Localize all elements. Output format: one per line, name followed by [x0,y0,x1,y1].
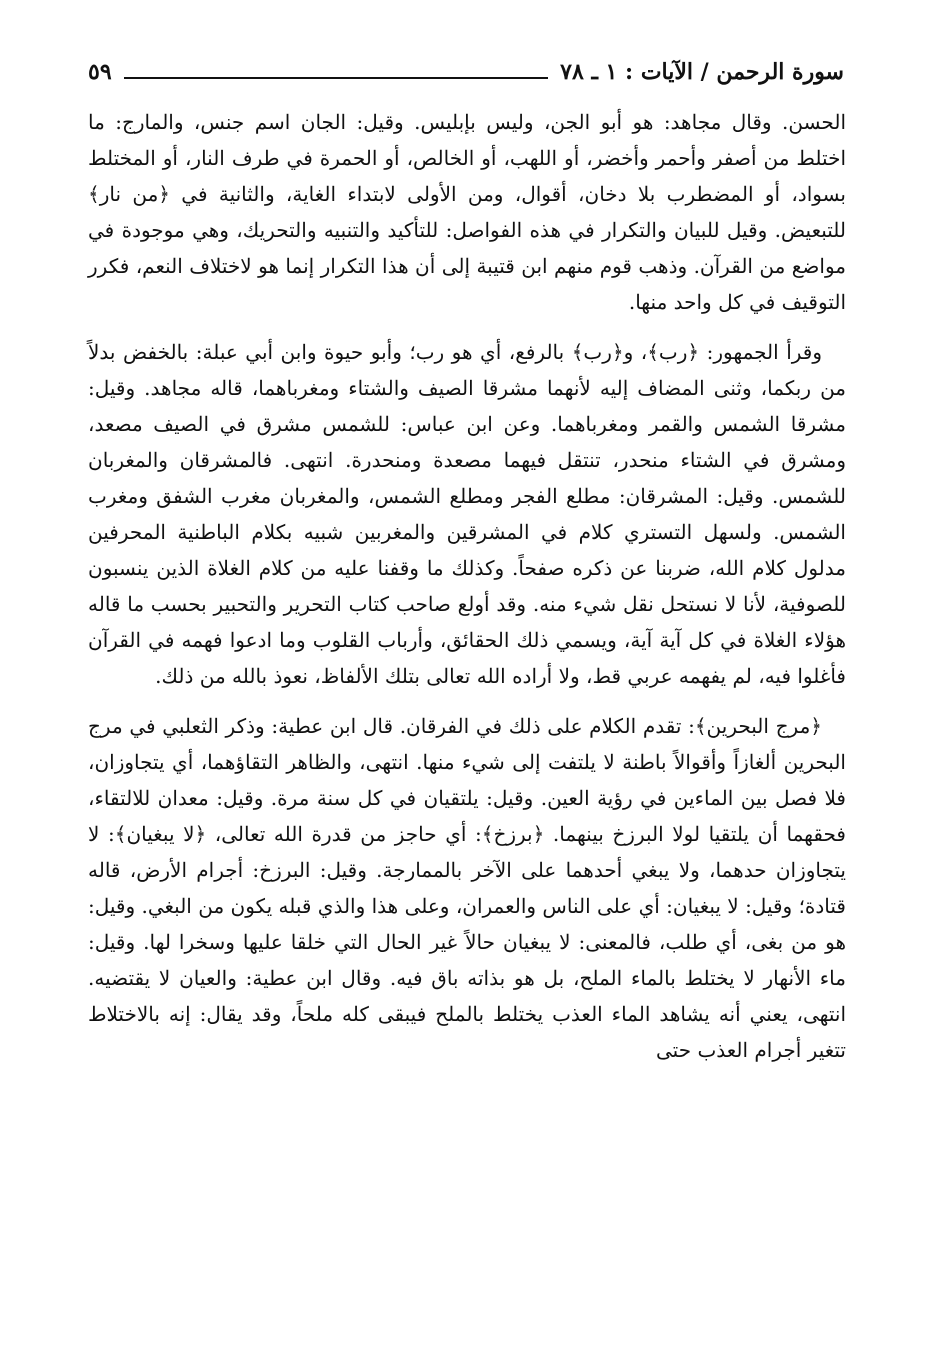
body-text [88,104,846,1068]
paragraph-3: ﴿مرج البحرين﴾: تقدم الكلام على ذلك في الفرقان. قال ابن عطية: وذكر الثعلبي في مرج البحرين ألغازاً وأقوالاً باطنة لا يلتفت إلى شيء منها. انتهى، والظاهر التقاؤهما، أي يتجاوزان، فلا فصل بين الماءين في رؤية العين. وقيل: يلتقيان في كل سنة مرة. وقيل: معدان للالتقاء، فحقهما أن يلتقيا لولا البرزخ بينهما. ﴿برزخ﴾: أي حاجز من قدرة الله تعالى، ﴿لا يبغيان﴾: لا يتجاوزان حدهما، ولا يبغي أحدهما على الآخر بالممارجة. وقيل: البرزخ: أجرام الأرض، قاله قتادة؛ وقيل: لا يبغيان: أي على الناس والعمران، وعلى هذا والذي قبله يكون من البغي. وقيل: هو من بغى، أي طلب، فالمعنى: لا يبغيان حالاً غير الحال التي خلقا عليها وسخرا لها. وقيل: ماء الأنهار لا يختلط بالماء الملح، بل هو بذاته باق فيه. وقال ابن عطية: والعيان لا يقتضيه. انتهى، يعني أنه يشاهد الماء العذب يختلط بالملح فيبقى كله ملحاً، وقد يقال: إنه بالاختلاط تتغير أجرام العذب حتى [88,714,846,1062]
page-number: ٥٩ [88,59,112,85]
page-header [88,52,844,92]
surah-title: سورة الرحمن / الآيات : ١ ـ ٧٨ [560,59,844,85]
paragraph-2: وقرأ الجمهور: ﴿رب﴾، و﴿رب﴾ بالرفع، أي هو رب؛ وأبو حيوة وابن أبي عبلة: بالخفض بدلاً من ربكما، وثنى المضاف إليه لأنهما مشرقا الصيف والشتاء ومغرباهما، قاله مجاهد. وقيل: مشرقا الشمس والقمر ومغرباهما. وعن ابن عباس: للشمس مشرق في الصيف مصعد، ومشرق في الشتاء منحدر، تنتقل فيهما مصعدة ومنحدرة. انتهى. فالمشرقان والمغربان للشمس. وقيل: المشرقان: مطلع الفجر ومطلع الشمس، والمغربان مغرب الشفق ومغرب الشمس. ولسهل التستري كلام في المشرقين والمغربين شبيه بكلام الباطنية المحرفين مدلول كلام الله، ضربنا عن ذكره صفحاً. وكذلك ما وقفنا عليه من كلام الغلاة الذين ينسبون للصوفية، لأنا لا نستحل نقل شيء منه. وقد أولع صاحب كتاب التحرير والتحبير بحسب ما قاله هؤلاء الغلاة في كل آية آية، ويسمي ذلك الحقائق، وأرباب القلوب وما ادعوا فهمه في القرآن فأغلوا فيه، لم يفهمه عربي قط، ولا أراده الله تعالى بتلك الألفاظ، نعوذ بالله من ذلك. [88,340,846,688]
header-rule [124,77,549,79]
paragraph-1: الحسن. وقال مجاهد: هو أبو الجن، وليس بإبليس. وقيل: الجان اسم جنس، والمارج: ما اختلط من أصفر وأحمر وأخضر، أو اللهب، أو الخالص، أو الحمرة في طرف النار، أو المختلط بسواد، أو المضطرب بلا دخان، أقوال، ومن الأولى لابتداء الغاية، والثانية في ﴿من نار﴾ للتبعيض. وقيل للبيان والتكرار في هذه الفواصل: للتأكيد والتنبيه والتحريك، وهي موجودة في مواضع من القرآن. وذهب قوم منهم ابن قتيبة إلى أن هذا التكرار إنما هو لاختلاف النعم، فكرر التوقيف في كل واحد منها. [88,110,846,314]
